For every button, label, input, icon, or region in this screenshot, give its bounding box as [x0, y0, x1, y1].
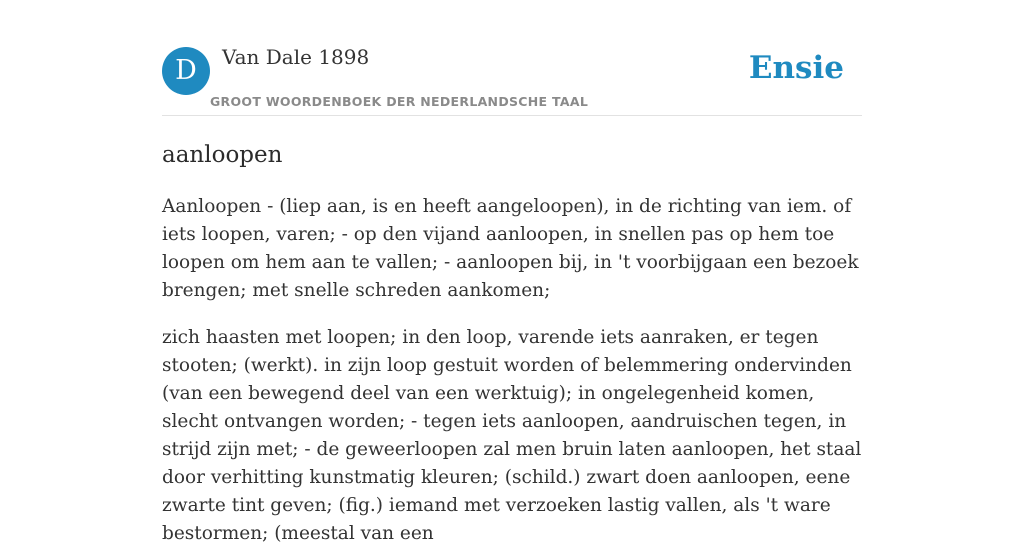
entry-headword: aanloopen: [162, 142, 283, 168]
dictionary-header: [162, 0, 862, 116]
definition-paragraph: zich haasten met loopen; in den loop, varende iets aanraken, er tegen stooten; (werkt). in zijn loop gestuit worden of belemmering ondervinden (van een bewegend deel van een werktuig); in ongelegenheid komen, slecht ontvangen worden; - tegen iets aanloopen, aandruischen tegen, in strijd zijn met; - de geweerloopen zal men bruin laten aanloopen, het staal door verhitting kunstmatig kleuren; (schild.) zwart doen aanloopen, eene zwarte tint geven; (fig.) iemand met verzoeken lastig vallen, als 't ware bestormen; (meestal van een: [162, 327, 862, 544]
dictionary-name[interactable]: Van Dale 1898: [222, 45, 370, 69]
page-container: [162, 0, 862, 548]
dictionary-subtitle: GROOT WOORDENBOEK DER NEDERLANDSCHE TAAL: [210, 94, 589, 109]
dictionary-logo-badge[interactable]: D: [162, 47, 210, 95]
definition-paragraph: Aanloopen - (liep aan, is en heeft aangeloopen), in de richting van iem. of iets loopen, varen; - op den vijand aanloopen, in snellen pas op hem toe loopen om hem aan te vallen; - aanloopen bij, in 't voorbijgaan een bezoek brengen; met snelle schreden aankomen;: [162, 196, 859, 301]
ensie-logo-link[interactable]: Ensie: [748, 50, 844, 86]
